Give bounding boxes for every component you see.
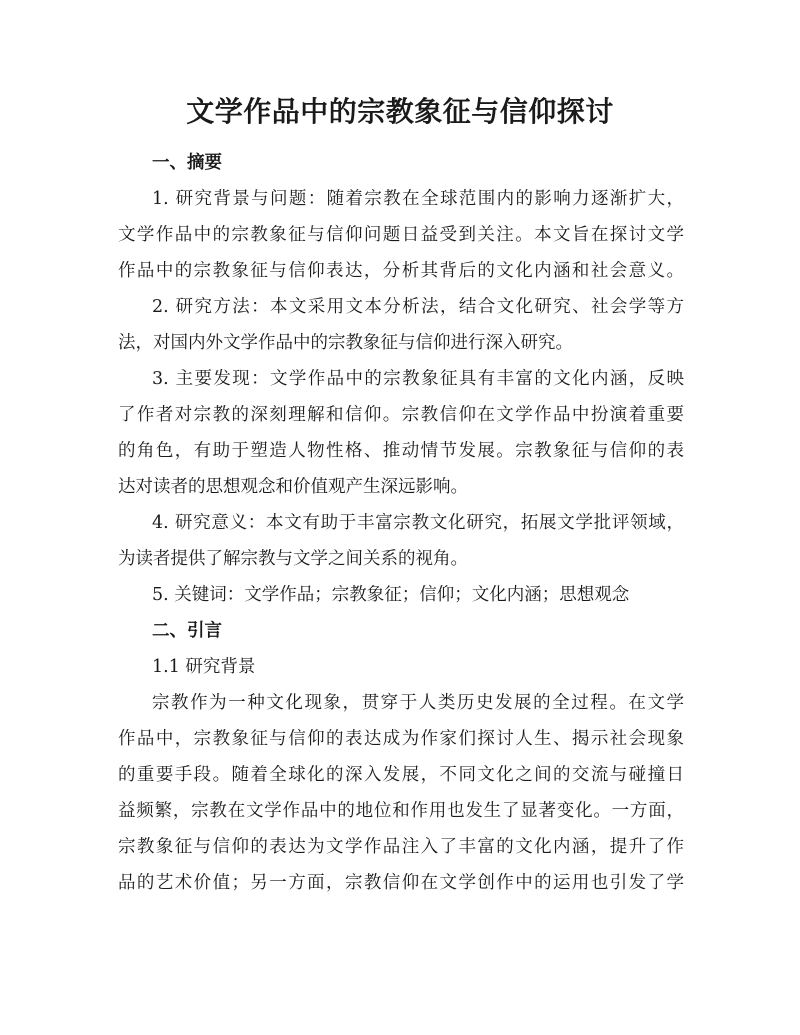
abstract-item-3-line-4: 达对读者的思想观念和价值观产生深远影响。 (118, 477, 468, 497)
abstract-item-2-line-2: 法，对国内外文学作品中的宗教象征与信仰进行深入研究。 (118, 333, 573, 353)
abstract-item-3-line-2: 了作者对宗教的深刻理解和信仰。宗教信仰在文学作品中扮演着重要 (118, 405, 684, 425)
abstract-item-4-line-1: 4. 研究意义：本文有助于丰富宗教文化研究，拓展文学批评领域， (152, 513, 684, 533)
abstract-item-2-line-1: 2. 研究方法：本文采用文本分析法，结合文化研究、社会学等方 (152, 297, 684, 317)
background-paragraph-line-2: 作品中，宗教象征与信仰的表达成为作家们探讨人生、揭示社会现象 (118, 729, 684, 749)
background-paragraph-line-3: 的重要手段。随着全球化的深入发展，不同文化之间的交流与碰撞日 (118, 765, 684, 785)
abstract-item-1-line-2: 文学作品中的宗教象征与信仰问题日益受到关注。本文旨在探讨文学 (118, 225, 684, 245)
abstract-item-3-line-3: 的角色，有助于塑造人物性格、推动情节发展。宗教象征与信仰的表 (118, 441, 684, 461)
abstract-keywords: 5. 关键词：文学作品；宗教象征；信仰；文化内涵；思想观念 (152, 585, 630, 605)
background-paragraph-line-4: 益频繁，宗教在文学作品中的地位和作用也发生了显著变化。一方面， (118, 801, 684, 821)
background-paragraph-line-1: 宗教作为一种文化现象，贯穿于人类历史发展的全过程。在文学 (152, 693, 684, 713)
subsection-heading-background: 1.1 研究背景 (152, 657, 256, 677)
abstract-item-1-line-1: 1. 研究背景与问题：随着宗教在全球范围内的影响力逐渐扩大， (152, 189, 684, 209)
abstract-item-1-line-3: 作品中的宗教象征与信仰表达，分析其背后的文化内涵和社会意义。 (118, 261, 684, 281)
abstract-item-3-line-1: 3. 主要发现：文学作品中的宗教象征具有丰富的文化内涵，反映 (152, 369, 684, 389)
section-heading-abstract: 一、摘要 (152, 153, 222, 173)
abstract-item-4-line-2: 为读者提供了解宗教与文学之间关系的视角。 (118, 549, 468, 569)
document-title: 文学作品中的宗教象征与信仰探讨 (186, 95, 614, 128)
section-heading-introduction: 二、引言 (152, 621, 222, 641)
background-paragraph-line-6: 品的艺术价值；另一方面，宗教信仰在文学创作中的运用也引发了学 (118, 873, 684, 893)
background-paragraph-line-5: 宗教象征与信仰的表达为文学作品注入了丰富的文化内涵，提升了作 (118, 837, 684, 857)
